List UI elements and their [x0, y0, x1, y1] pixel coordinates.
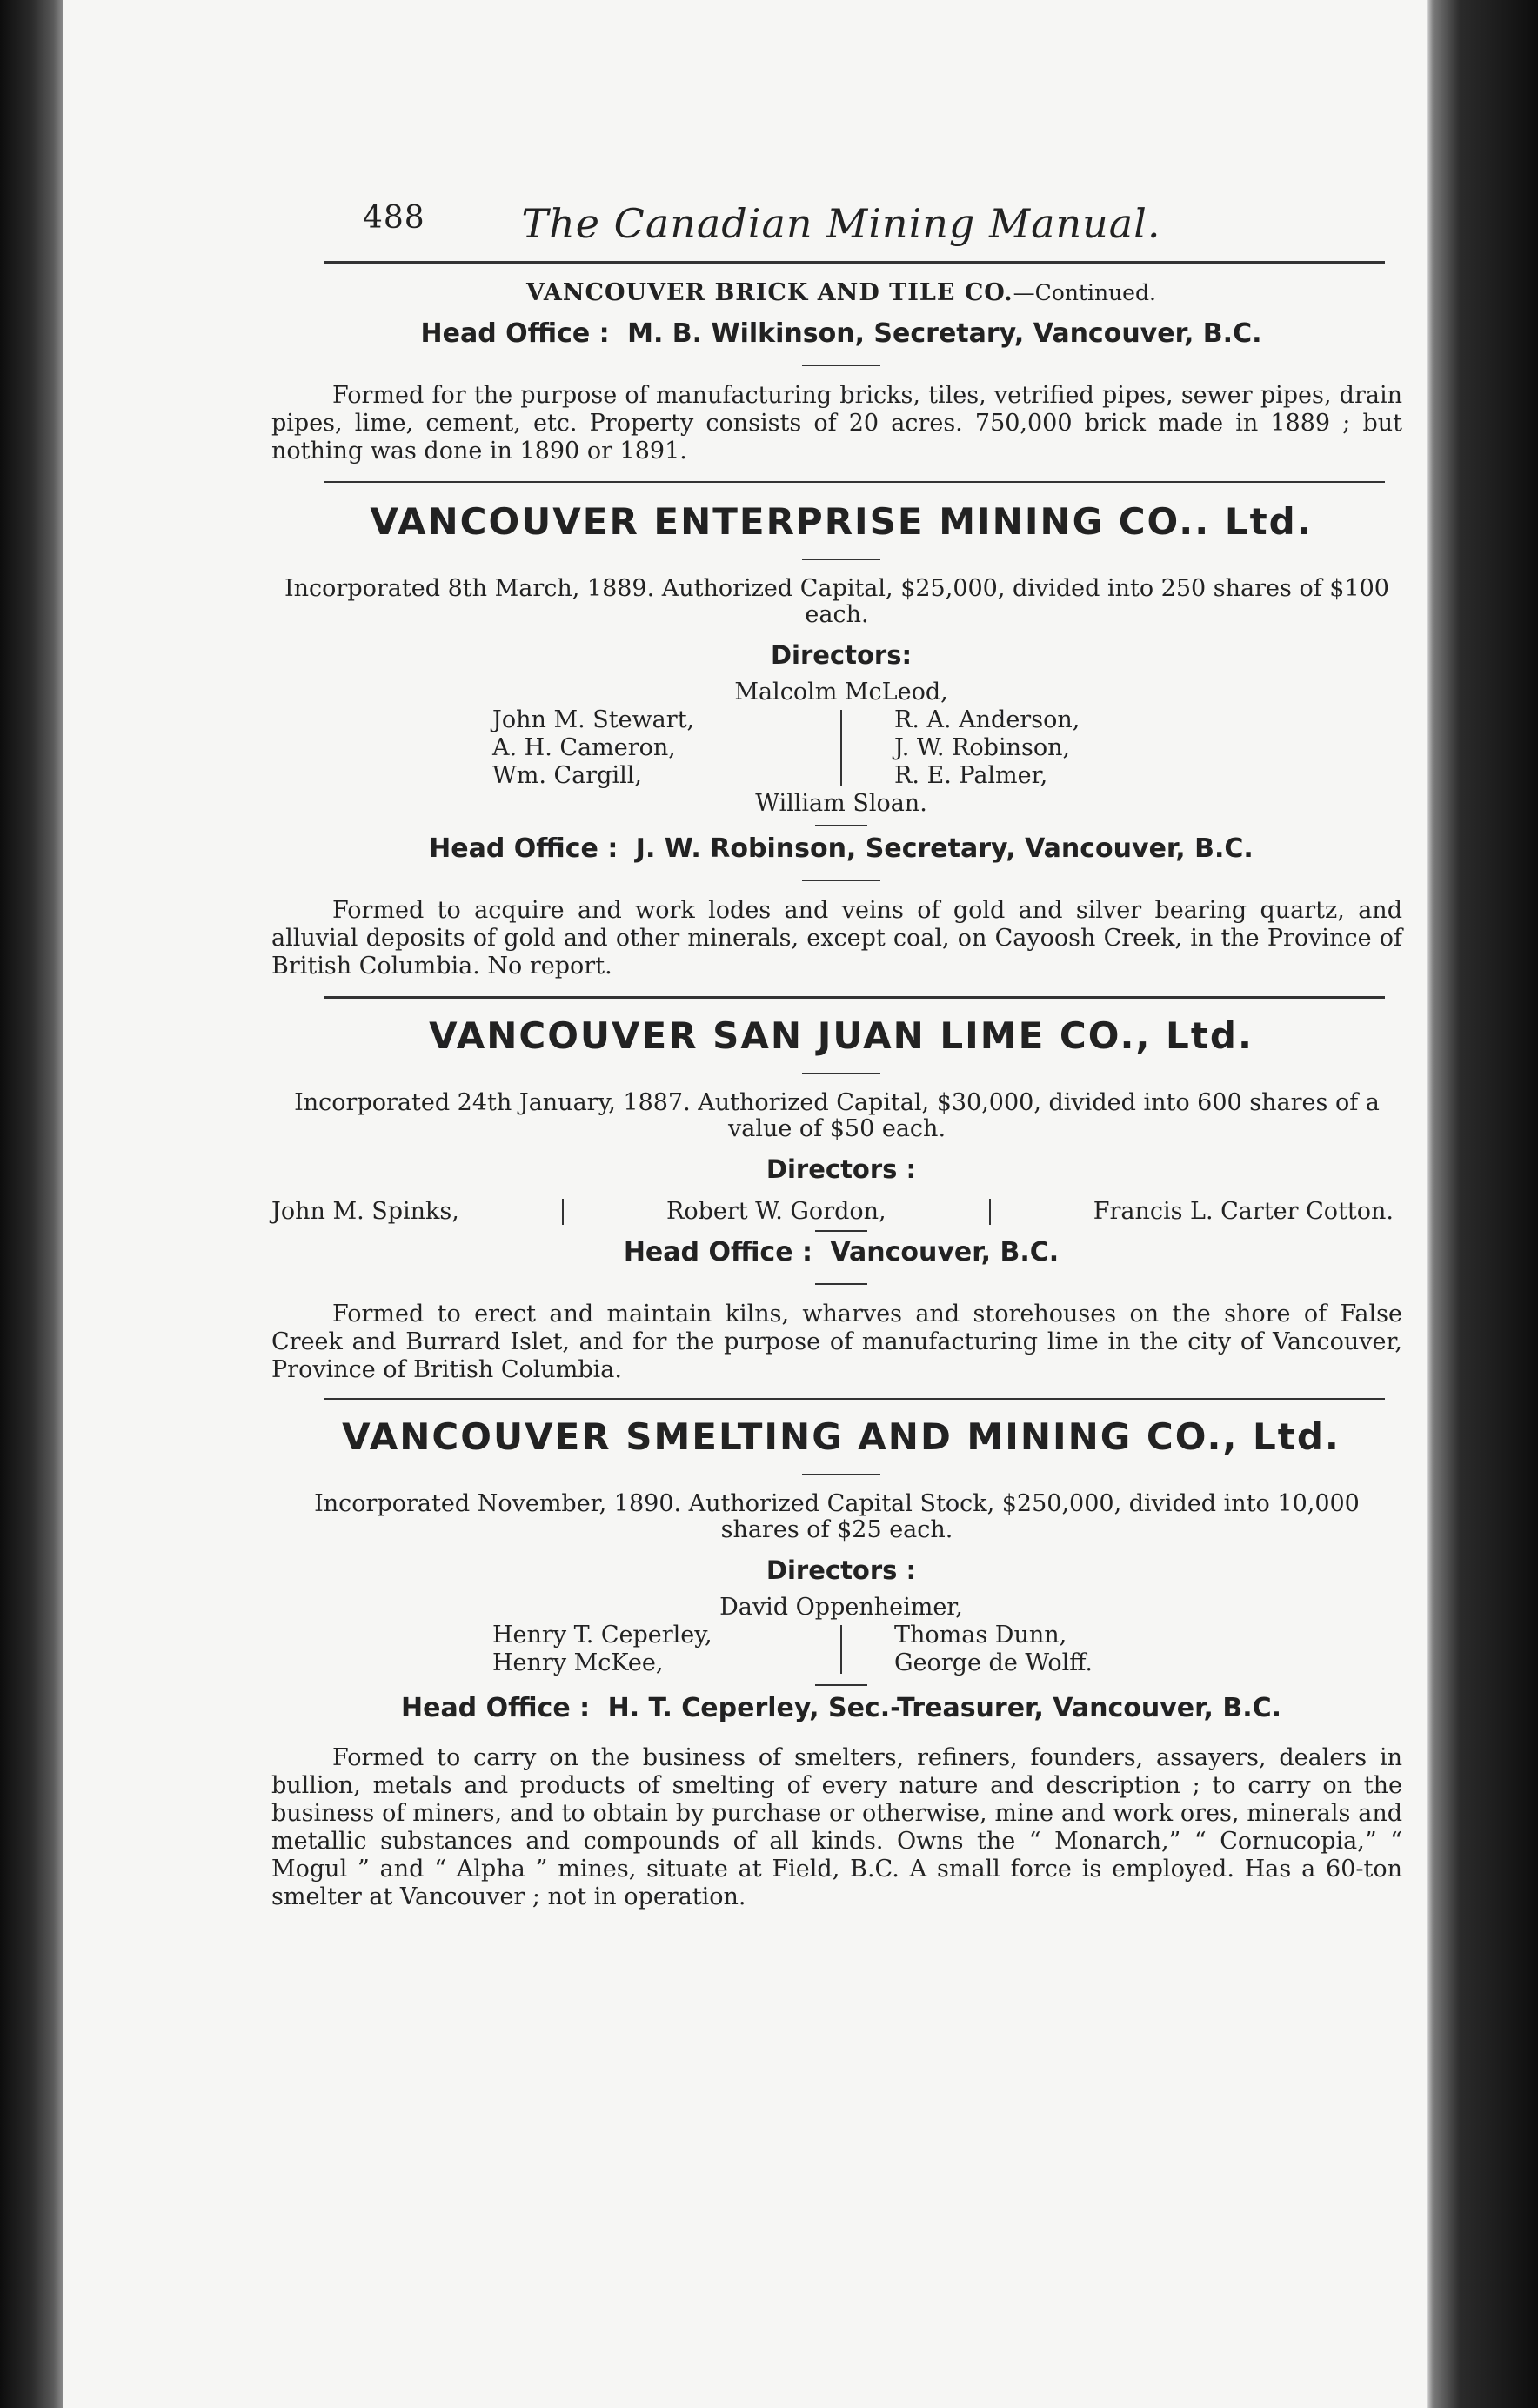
entry-enterprise-mining [263, 500, 1420, 980]
head-office [263, 833, 1420, 864]
director-name: John M. Spinks, [271, 1198, 459, 1225]
directors-label: Directors : [766, 1154, 917, 1184]
continued-note: —Continued. [1013, 280, 1156, 305]
directors-columns [263, 1622, 1420, 1677]
book-spine-left [0, 0, 63, 2408]
divider-dash [802, 1073, 880, 1074]
head-office-value: H. T. Ceperley, Sec.-Treasurer, Vancouver, B.C. [607, 1693, 1282, 1723]
head-office-label: Head Office : [420, 318, 610, 349]
director-name: J. W. Robinson, [894, 734, 1071, 761]
entry-san-juan-lime [263, 1014, 1420, 1384]
divider-dash [815, 825, 867, 826]
page [63, 0, 1427, 2408]
divider-dash [815, 1684, 867, 1686]
section-rule [324, 996, 1385, 999]
director-name: R. A. Anderson, [894, 706, 1080, 733]
head-office-value: J. W. Robinson, Secretary, Vancouver, B.C. [635, 833, 1254, 864]
head-office [263, 318, 1420, 349]
director-name: R. E. Palmer, [894, 762, 1048, 789]
section-rule [324, 1398, 1385, 1400]
entry-title: VANCOUVER SMELTING AND MINING CO., Ltd. [342, 1415, 1341, 1458]
running-head [263, 174, 1420, 261]
directors-right-column [894, 1622, 1190, 1677]
column-separator [840, 710, 842, 786]
head-office-value: Vancouver, B.C. [830, 1237, 1060, 1268]
director-name: George de Wolff. [894, 1649, 1093, 1676]
divider-dash [802, 559, 880, 560]
director-bottom: William Sloan. [755, 790, 927, 817]
incorporation-text: Incorporated 8th March, 1889. Authorized Capital, $25,000, divided into 250 shares of $100 each. [284, 575, 1389, 628]
divider-dash [802, 880, 880, 881]
directors-label: Directors: [770, 640, 913, 670]
incorporation-text: Incorporated 24th January, 1887. Authorized Capital, $30,000, divided into 600 shares of a value of $50 each. [294, 1089, 1380, 1142]
journal-title: The Canadian Mining Manual. [521, 200, 1161, 247]
director-name: Thomas Dunn, [894, 1622, 1067, 1649]
entry-description: Formed to carry on the business of smelters, refiners, founders, assayers, dealers in bullion, metals and products of smelting of every nature and description ; to carry on the business of miners, and to obtain by purchase or otherwise, mine and work ores, minerals and metallic substances and compounds of all kinds. Owns the “ Monarch,” “ Cornucopia,” “ Mogul ” and “ Alpha ” mines, situate at Field, B.C. A small force is employed. Has a 60-ton smelter at Vancouver ; not in operation. [271, 1744, 1402, 1910]
entry-brick-tile [263, 279, 1420, 465]
page-number: 488 [363, 200, 425, 236]
head-office-value: M. B. Wilkinson, Secretary, Vancouver, B.C. [627, 318, 1262, 349]
directors-columns [263, 706, 1420, 790]
entry-title [263, 279, 1420, 306]
directors-label: Directors : [766, 1555, 917, 1585]
head-office-label: Head Office : [429, 833, 619, 864]
director-name: Francis L. Carter Cotton. [1093, 1198, 1394, 1225]
head-office-label: Head Office : [623, 1237, 812, 1268]
divider-dash [802, 1474, 880, 1475]
divider-dash [815, 1230, 867, 1232]
divider-dash [815, 1283, 867, 1285]
book-spine-right [1427, 0, 1538, 2408]
directors-row [271, 1198, 1394, 1225]
entry-title-text: VANCOUVER BRICK AND TILE CO. [526, 279, 1013, 306]
director-name: Henry T. Ceperley, [492, 1622, 712, 1649]
entry-description: Formed to acquire and work lodes and veins of gold and silver bearing quartz, and alluvial deposits of gold and other minerals, except coal, on Cayoosh Creek, in the Province of British Columbia. No report. [271, 897, 1402, 980]
director-top: David Oppenheimer, [719, 1594, 963, 1621]
director-name: John M. Stewart, [492, 706, 695, 733]
column-separator [840, 1625, 842, 1674]
directors-right-column [894, 706, 1190, 790]
director-name: Henry McKee, [492, 1649, 664, 1676]
head-office [263, 1693, 1420, 1723]
director-name: Wm. Cargill, [492, 762, 642, 789]
head-office [263, 1237, 1420, 1268]
header-rule [324, 261, 1385, 264]
column-separator [562, 1199, 564, 1225]
entry-description: Formed to erect and maintain kilns, wharves and storehouses on the shore of False Creek and Burrard Islet, and for the purpose of manufacturing lime in the city of Vancouver, Province of British Columbia. [271, 1301, 1402, 1383]
entry-smelting-mining [263, 1415, 1420, 1911]
directors-left-column [492, 1622, 788, 1677]
director-name: Robert W. Gordon, [665, 1198, 886, 1225]
section-rule [324, 481, 1385, 483]
head-office-label: Head Office : [400, 1693, 591, 1723]
page-content [263, 174, 1420, 1911]
entry-description: Formed for the purpose of manufacturing bricks, tiles, vetrified pipes, sewer pipes, drain pipes, lime, cement, etc. Property consists of 20 acres. 750,000 brick made in 1889 ; but nothing was done in 1890 or 1891. [271, 382, 1402, 465]
directors-left-column [492, 706, 788, 790]
divider-dash [802, 365, 880, 366]
entry-title: VANCOUVER ENTERPRISE MINING CO.. Ltd. [370, 500, 1313, 543]
director-top: Malcolm McLeod, [734, 679, 948, 706]
column-separator [989, 1199, 991, 1225]
director-name: A. H. Cameron, [492, 734, 676, 761]
incorporation-text: Incorporated November, 1890. Authorized Capital Stock, $250,000, divided into 10,000 shares of $25 each. [314, 1490, 1360, 1543]
entry-title: VANCOUVER SAN JUAN LIME CO., Ltd. [429, 1014, 1254, 1057]
